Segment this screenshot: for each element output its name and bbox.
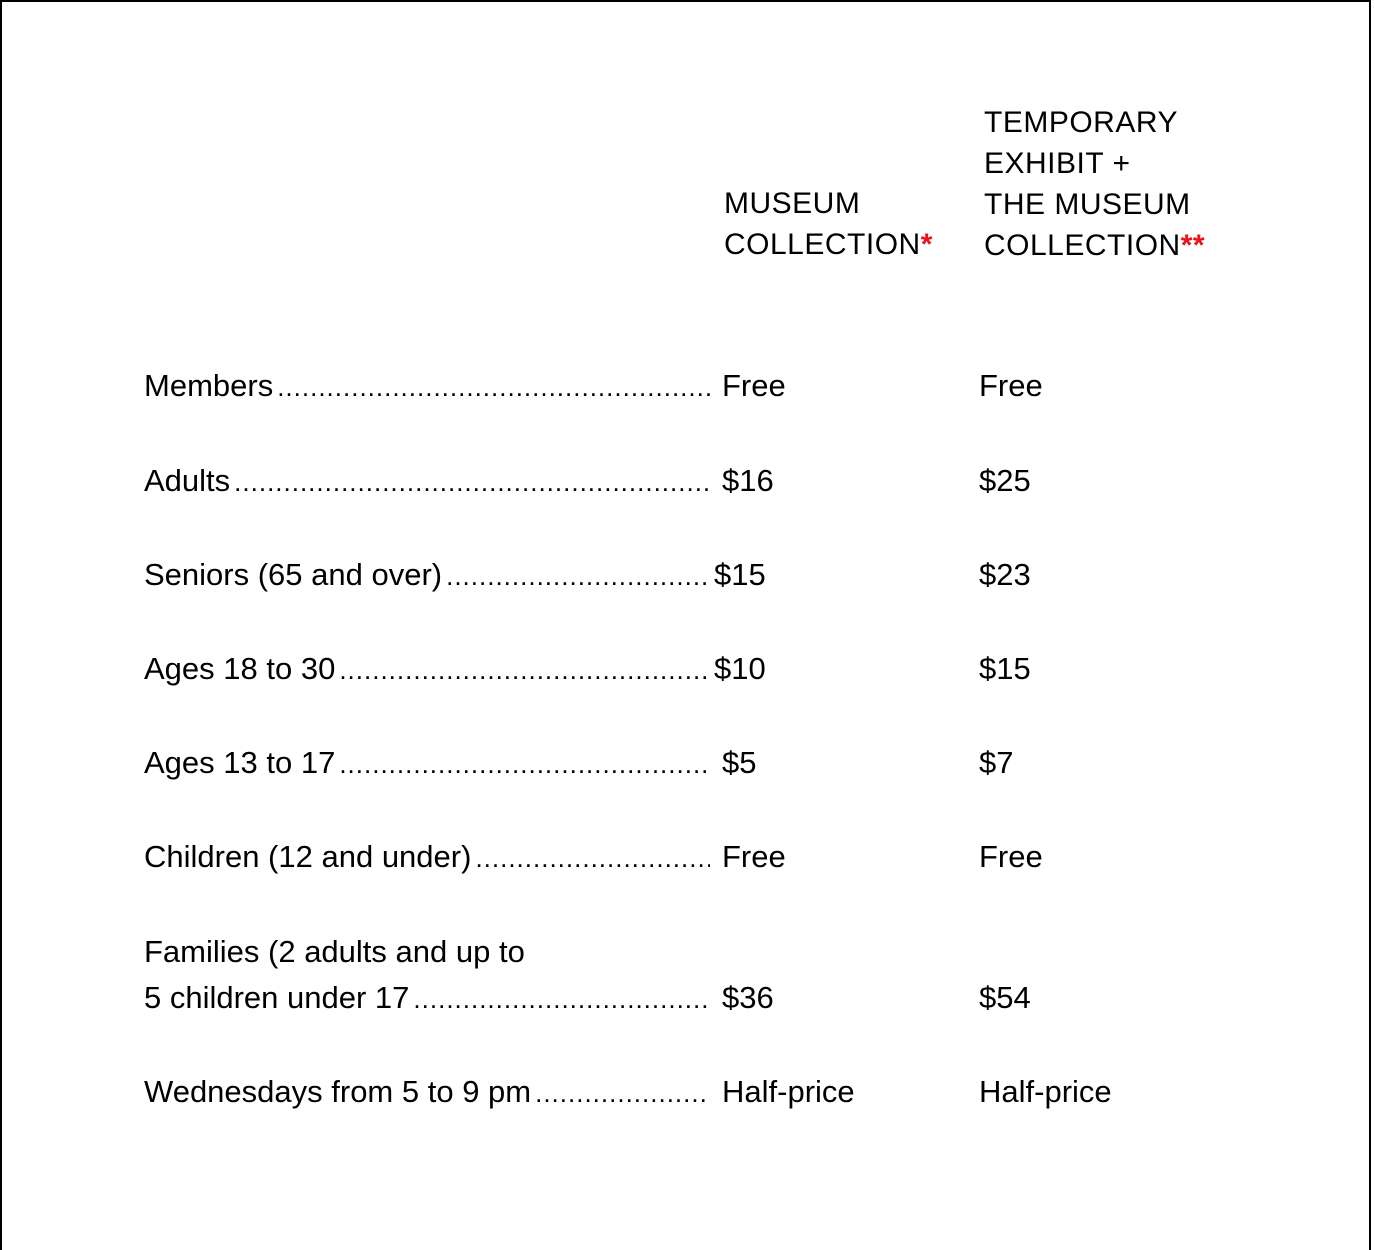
temporary-price: $15 [979, 651, 1031, 686]
temporary-price: $7 [979, 745, 1014, 780]
museum-price: Free [722, 839, 786, 874]
row-label-first-line: Families (2 adults and up to [144, 934, 525, 969]
row-label-leader [144, 977, 710, 1019]
footnote-mark: ** [1180, 229, 1206, 262]
temporary-price: $54 [979, 980, 1031, 1015]
museum-price: $15 [714, 557, 766, 592]
dot-leader [535, 1072, 710, 1113]
temporary-price: $25 [979, 463, 1031, 498]
row-label: 5 children under 17 [144, 980, 410, 1015]
museum-price: $5 [722, 745, 757, 780]
price-row-adults [144, 460, 1244, 502]
temporary-price: $23 [979, 557, 1031, 592]
museum-price: $36 [722, 980, 774, 1015]
header-line-text: COLLECTION [984, 229, 1181, 262]
price-row-members [144, 365, 1244, 407]
row-label: Adults [144, 463, 231, 498]
row-label-leader [144, 742, 710, 784]
price-row-seniors [144, 554, 1244, 596]
row-label: Children (12 and under) [144, 839, 472, 874]
dot-leader [446, 555, 710, 596]
temporary-price: Free [979, 368, 1043, 403]
header-line: TEMPORARY [984, 106, 1178, 139]
dot-leader [234, 461, 710, 502]
museum-price: Half-price [722, 1074, 855, 1109]
price-row-children [144, 836, 1244, 878]
row-label-leader [144, 460, 710, 502]
header-line [984, 225, 1205, 266]
row-label-leader [144, 365, 710, 407]
column-header-museum-collection [724, 183, 933, 265]
price-row-ages-18-30 [144, 648, 1244, 690]
header-line-text: COLLECTION [724, 228, 921, 261]
dot-leader [475, 837, 710, 878]
museum-price: $10 [714, 651, 766, 686]
museum-price: $16 [722, 463, 774, 498]
header-line: THE MUSEUM [984, 188, 1191, 221]
museum-price: Free [722, 368, 786, 403]
row-label: Wednesdays from 5 to 9 pm [144, 1074, 532, 1109]
header-line: MUSEUM [724, 187, 861, 220]
row-label-leader [144, 554, 710, 596]
row-label-leader [144, 1071, 710, 1113]
row-label-leader [144, 836, 710, 878]
header-line: EXHIBIT + [984, 147, 1131, 180]
row-label: Ages 13 to 17 [144, 745, 336, 780]
dot-leader [413, 978, 710, 1019]
price-row-families [144, 931, 1244, 1019]
row-label: Seniors (65 and over) [144, 557, 443, 592]
price-row-wednesdays [144, 1071, 1244, 1113]
temporary-price: Free [979, 839, 1043, 874]
header-line [724, 224, 933, 265]
dot-leader [339, 743, 710, 784]
row-label-leader [144, 648, 710, 690]
dot-leader [339, 649, 710, 690]
footnote-mark: * [920, 228, 933, 261]
temporary-price: Half-price [979, 1074, 1112, 1109]
dot-leader [277, 366, 710, 407]
row-label: Ages 18 to 30 [144, 651, 336, 686]
column-header-temporary-exhibit [984, 102, 1205, 266]
price-row-ages-13-17 [144, 742, 1244, 784]
row-label: Members [144, 368, 274, 403]
